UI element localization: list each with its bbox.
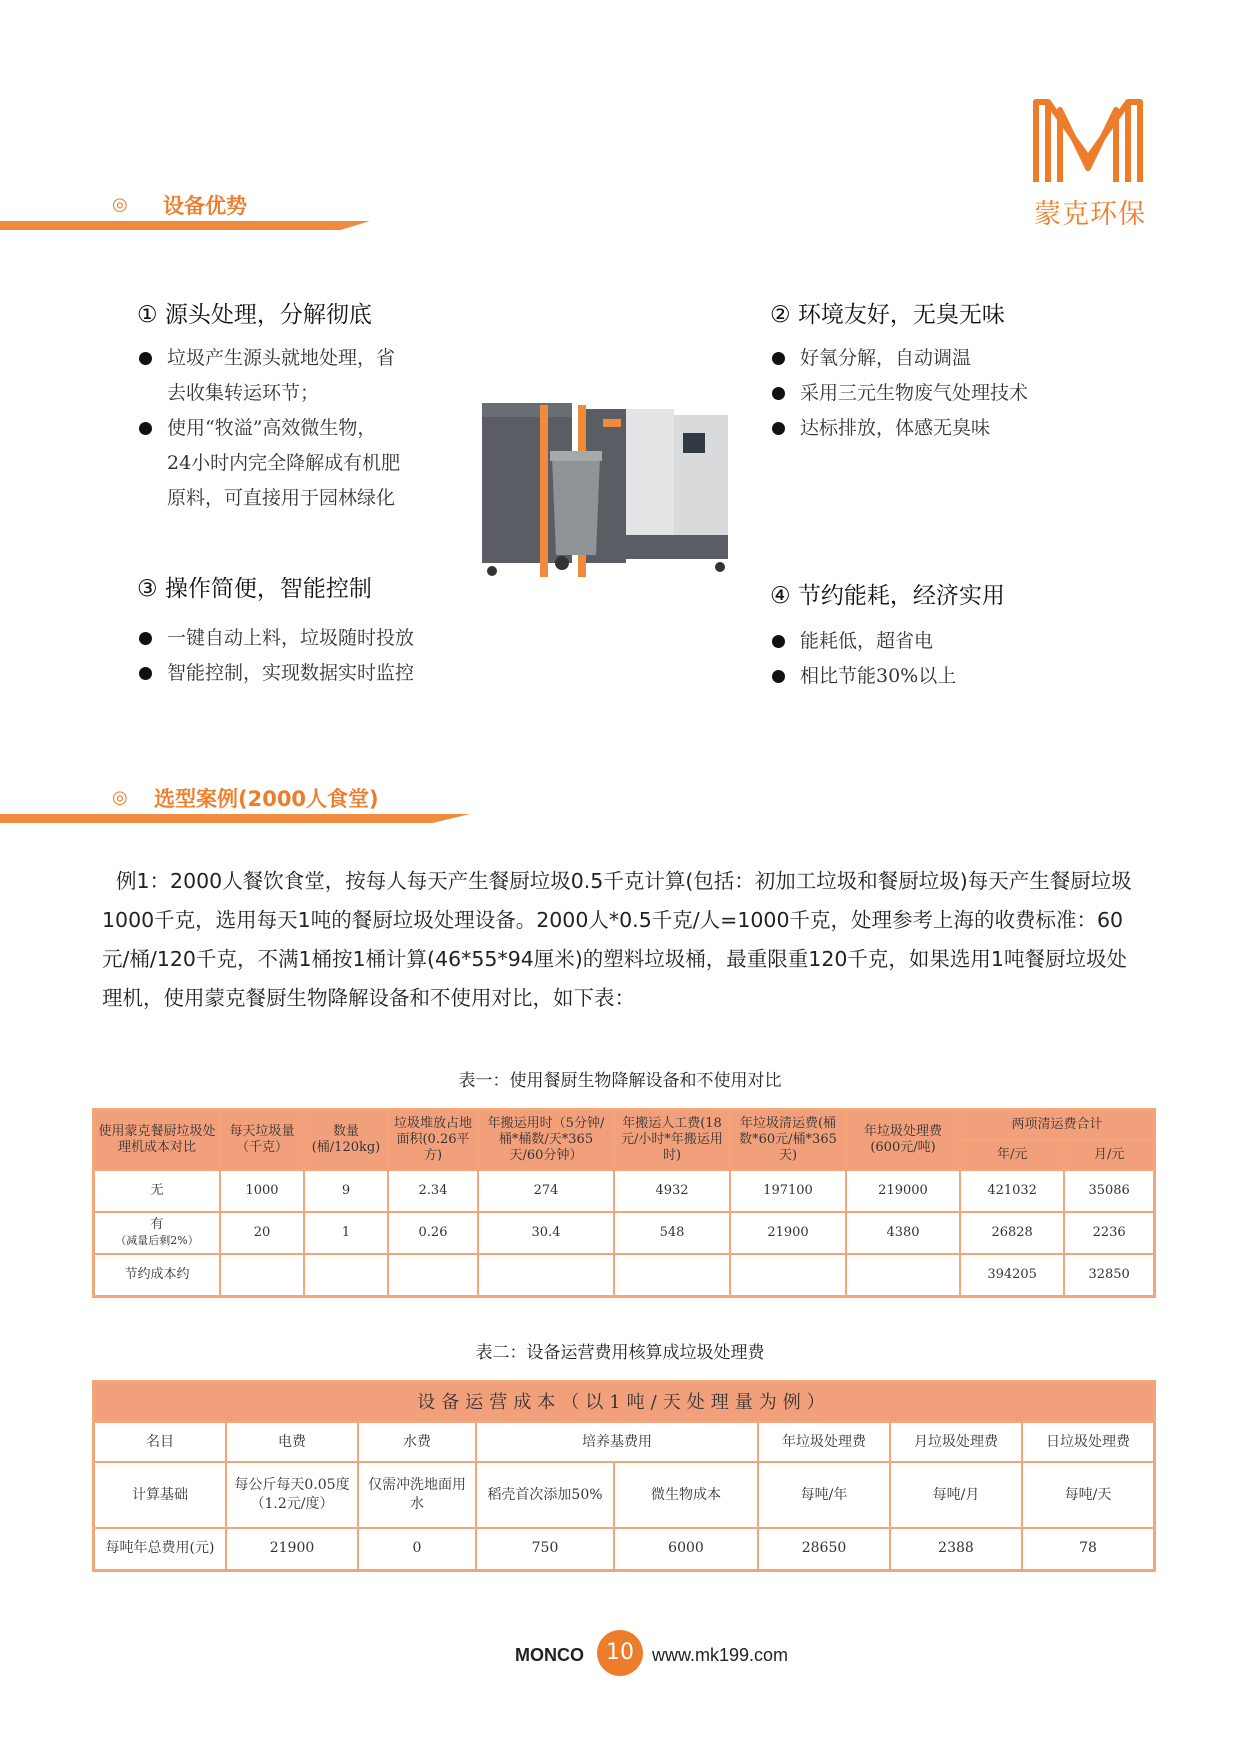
table-row xyxy=(94,1170,1155,1212)
table-cell: 394205 xyxy=(960,1254,1064,1297)
list-item: 能耗低，超省电 xyxy=(770,624,1130,659)
table-header: 年搬运用时（5分钟/桶*桶数/天*365天/60分钟） xyxy=(478,1110,614,1171)
table-cell xyxy=(730,1254,846,1297)
table-cell: 每公斤每天0.05度（1.2元/度） xyxy=(226,1462,358,1528)
table-cell: 20 xyxy=(220,1212,304,1254)
table-header: 每天垃圾量（千克） xyxy=(220,1110,304,1171)
section-ring-icon: ◎ xyxy=(112,194,128,215)
table-title: 设备运营成本（以1吨/天处理量为例） xyxy=(94,1382,1155,1423)
row-label: 无 xyxy=(94,1170,221,1212)
row-label: 有 xyxy=(150,1217,164,1232)
case-paragraph: 例1：2000人餐饮食堂，按每人每天产生餐厨垃圾0.5千克计算(包括：初加工垃圾和餐厨垃圾)每天产生餐厨垃圾1000千克，选用每天1吨的餐厨垃圾处理设备。2000人*0.5千克/人=1000千克，处理参考上海的收费标准：60元/桶/120千克，不满1桶按1桶计算(46*55*94厘米)的塑料垃圾桶，最重限重120千克，如果选用1吨餐厨垃圾处理机，使用蒙克餐厨生物降解设备和不使用对比，如下表： xyxy=(102,869,1132,1010)
food-waste-machine-image xyxy=(480,395,730,581)
row-label-cell xyxy=(94,1212,221,1254)
table-cell: 2.34 xyxy=(388,1170,478,1212)
section-header-advantages xyxy=(0,190,480,230)
table-cell: 6000 xyxy=(614,1528,758,1570)
table-cell: 4932 xyxy=(614,1170,730,1212)
table-cell: 274 xyxy=(478,1170,614,1212)
comparison-table xyxy=(92,1108,1156,1298)
table-cell: 219000 xyxy=(846,1170,960,1212)
table-header: 年垃圾清运费(桶数*60元/桶*365天) xyxy=(730,1110,846,1171)
section-underline xyxy=(0,814,470,823)
table-cell: 9 xyxy=(304,1170,388,1212)
brand-name: 蒙克环保 xyxy=(1034,199,1146,230)
table-cell: 32850 xyxy=(1064,1254,1154,1297)
table-header: 垃圾堆放占地面积(0.26平方) xyxy=(388,1110,478,1171)
table-cell: 0 xyxy=(358,1528,476,1570)
table-cell: 548 xyxy=(614,1212,730,1254)
table-cell: 微生物成本 xyxy=(614,1462,758,1528)
list-item: 相比节能30%以上 xyxy=(770,659,1130,694)
advantage-block-3 xyxy=(137,570,497,691)
list-item: 采用三元生物废气处理技术 xyxy=(770,376,1130,411)
table-header: 年垃圾处理费 xyxy=(758,1422,890,1462)
table-cell: 2236 xyxy=(1064,1212,1154,1254)
table-cell: 仅需冲洗地面用水 xyxy=(358,1462,476,1528)
table-cell: 每吨/月 xyxy=(890,1462,1022,1528)
table-row xyxy=(94,1212,1155,1254)
table-cell: 0.26 xyxy=(388,1212,478,1254)
section-title: 选型案例(2000人食堂) xyxy=(154,787,379,811)
footer-url[interactable]: www.mk199.com xyxy=(652,1645,789,1665)
row-label: 节约成本约 xyxy=(94,1254,221,1297)
table-cell xyxy=(478,1254,614,1297)
row-sublabel: （减量后剩2%） xyxy=(115,1234,199,1247)
table-cell: 1 xyxy=(304,1212,388,1254)
table-cell: 稻壳首次添加50% xyxy=(476,1462,614,1528)
table-header: 日垃圾处理费 xyxy=(1022,1422,1155,1462)
list-item: 智能控制，实现数据实时监控 xyxy=(137,656,497,691)
table-header: 名目 xyxy=(94,1422,227,1462)
list-item: 去收集转运环节； xyxy=(167,382,320,404)
advantage-block-4 xyxy=(770,577,1130,694)
table2-caption: 表二：设备运营费用核算成垃圾处理费 xyxy=(475,1343,765,1363)
table-cell xyxy=(846,1254,960,1297)
table-header: 年垃圾处理费(600元/吨) xyxy=(846,1110,960,1171)
table-cell: 750 xyxy=(476,1528,614,1570)
section-ring-icon: ◎ xyxy=(112,787,128,808)
advantage-title: ② 环境友好，无臭无味 xyxy=(770,302,1005,328)
section-title: 设备优势 xyxy=(163,194,247,218)
list-item: 达标排放，体感无臭味 xyxy=(770,411,1130,446)
table-cell: 35086 xyxy=(1064,1170,1154,1212)
table-cell: 4380 xyxy=(846,1212,960,1254)
table-header: 数量(桶/120kg) xyxy=(304,1110,388,1171)
table-cell xyxy=(614,1254,730,1297)
table-header: 两项清运费合计 xyxy=(960,1110,1155,1141)
page-number: 10 xyxy=(597,1630,643,1676)
list-item: 好氧分解，自动调温 xyxy=(770,341,1130,376)
table-cell: 21900 xyxy=(226,1528,358,1570)
table-cell xyxy=(304,1254,388,1297)
table-header: 培养基费用 xyxy=(476,1422,758,1462)
table-cell: 197100 xyxy=(730,1170,846,1212)
section-underline xyxy=(0,221,370,230)
advantage-list xyxy=(137,621,497,691)
advantage-block-1 xyxy=(137,296,467,516)
table-subheader: 年/元 xyxy=(960,1140,1064,1170)
list-item: 原料，可直接用于园林绿化 xyxy=(167,487,396,509)
table-cell: 每吨/年 xyxy=(758,1462,890,1528)
advantage-title: ① 源头处理，分解彻底 xyxy=(137,302,372,328)
table1-caption: 表一：使用餐厨生物降解设备和不使用对比 xyxy=(458,1071,782,1091)
footer-brand: MONCO xyxy=(515,1645,584,1665)
table-subheader: 月/元 xyxy=(1064,1140,1154,1170)
table-row xyxy=(94,1254,1155,1297)
table-cell: 每吨年总费用(元) xyxy=(94,1528,227,1570)
table-cell: 421032 xyxy=(960,1170,1064,1212)
brand-logo-icon xyxy=(1030,98,1146,184)
advantage-list xyxy=(770,624,1130,694)
advantage-title: ③ 操作简便，智能控制 xyxy=(137,576,372,602)
list-item: 24小时内完全降解成有机肥 xyxy=(167,452,401,474)
table-cell: 26828 xyxy=(960,1212,1064,1254)
table-cell: 78 xyxy=(1022,1528,1155,1570)
table-cell: 28650 xyxy=(758,1528,890,1570)
advantage-block-2 xyxy=(770,296,1130,446)
table-header: 月垃圾处理费 xyxy=(890,1422,1022,1462)
table-cell xyxy=(220,1254,304,1297)
section-header-case xyxy=(0,783,480,823)
table-cell xyxy=(388,1254,478,1297)
table-header: 使用蒙克餐厨垃圾处理机成本对比 xyxy=(94,1110,221,1171)
table-cell: 2388 xyxy=(890,1528,1022,1570)
table-cell: 计算基础 xyxy=(94,1462,227,1528)
list-item: 一键自动上料，垃圾随时投放 xyxy=(137,621,497,656)
advantage-list xyxy=(770,341,1130,446)
advantage-list xyxy=(137,341,467,516)
list-item: 垃圾产生源头就地处理，省 xyxy=(137,341,467,376)
table-header: 年搬运人工费(18元/小时*年搬运用时) xyxy=(614,1110,730,1171)
operating-cost-table xyxy=(92,1380,1156,1572)
list-item: 使用“牧溢”高效微生物， xyxy=(137,411,467,446)
table-cell: 1000 xyxy=(220,1170,304,1212)
table-header: 水费 xyxy=(358,1422,476,1462)
advantage-title: ④ 节约能耗，经济实用 xyxy=(770,583,1005,609)
table-cell: 21900 xyxy=(730,1212,846,1254)
table-cell: 30.4 xyxy=(478,1212,614,1254)
table-cell: 每吨/天 xyxy=(1022,1462,1155,1528)
table-header: 电费 xyxy=(226,1422,358,1462)
